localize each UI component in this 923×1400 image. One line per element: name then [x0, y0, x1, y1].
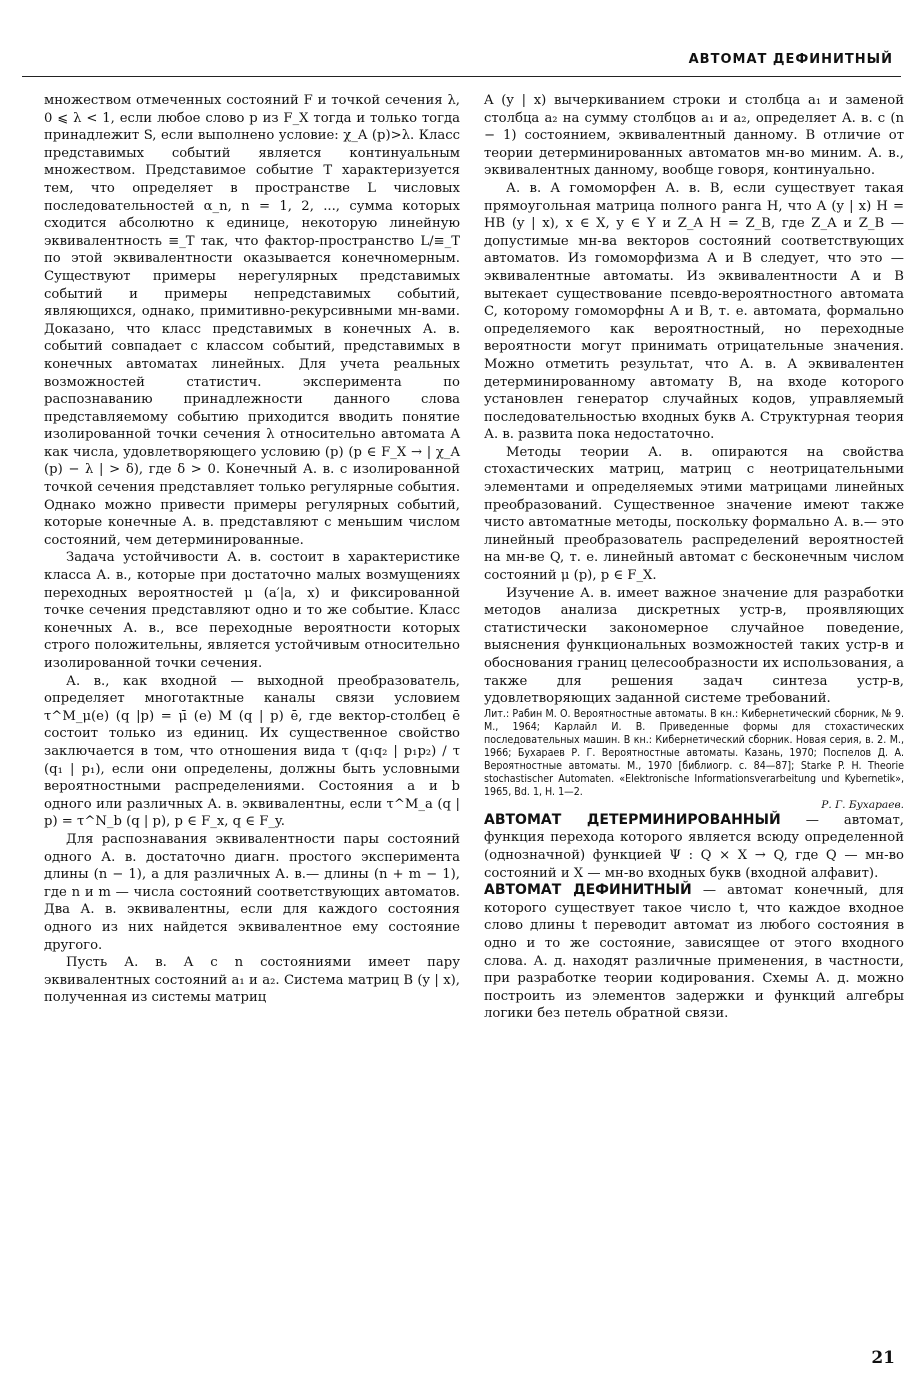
paragraph: Пусть А. в. A с n состояниями имеет пару эквивалентных состояний a₁ и a₂. Система матриц B (y | x), полученная из системы матриц [44, 955, 460, 1006]
paragraph: Задача устойчивости А. в. состоит в характеристике класса А. в., которые при достаточно малых возмущениях переходных вероятностей μ (a′|a, x) и фиксированной точке сечения представляют одно и то же событие. Класс конечных А. в., все переходные вероятности которых строго положительны, является устойчивым относительно изолированной точки сечения. [44, 550, 460, 671]
author-signature: Р. Г. Бухараев. [821, 798, 904, 811]
header-rule [22, 76, 901, 77]
paragraph: Методы теории А. в. опираются на свойства стохастических матриц, матриц с неотрицательными элементами и определяемых этими матрицами линейных преобразований. Существенное значение имеют также чисто автоматные методы, поскольку формально А. в.— это линейный преобразователь распределений вероятностей на мн-ве Q, т. е. линейный автомат с бесконечным числом состояний μ (p), p ∈ F_X. [484, 444, 904, 584]
literature-list: Лит.: Рабин М. О. Вероятностные автоматы. В кн.: Кибернетический сборник, № 9. М., 1964; Карлайл И. В. Приведенные формы для стохастических последовательных машин. В кн.: Кибернетический сборник. Новая серия, в. 2. М., 1966; Бухараев Р. Г. Вероятностные автоматы. Казань, 1970; Поспелов Д. А. Вероятностные автоматы. М., 1970 [библиогр. с. 84—87]; Starke P. H. Theorie stochastischer Automaten. «Elektronische Informationsverarbeitung und Kybernetik», 1965, Bd. 1, H. 1—2. [484, 707, 904, 798]
entry-definite [484, 882, 904, 1023]
entry-headword: АВТОМАТ ДЕТЕРМИНИРОВАННЫЙ [484, 811, 781, 828]
paragraph: A (y | x) вычеркиванием строки и столбца a₁ и заменой столбца a₂ на сумму столбцов a₁ и a₂, определяет А. в. с (n − 1) состоянием, эквивалентный данному. В отличие от теории детерминированных автоматов мн-во миним. А. в., эквивалентных данному, вообще говоря, континуально. [484, 93, 904, 179]
paragraph: множеством отмеченных состояний F и точкой сечения λ, 0 ⩽ λ < 1, если любое слово p из F_X тогда и только тогда принадлежит S, если выполнено условие: χ_A (p)>λ. Класс представимых событий является континуальным множеством. Представимое событие T характеризуется тем, что определяет в пространстве L числовых последовательностей α_n, n = 1, 2, ..., сумма которых сходится абсолютно к единице, некоторую линейную эквивалентность ≡_T так, что фактор-пространство L/≡_T по этой эквивалентности оказывается конечномерным. Существуют примеры нерегулярных представимых событий и примеры непредставимых событий, являющихся, однако, примитивно-рекурсивными мн-вами. Доказано, что класс представимых в конечных А. в. событий совпадает с классом событий, представимых в конечных автоматах линейных. Для учета реальных возможностей статистич. эксперимента по распознаванию принадлежности данного слова представляемому событию приходится вводить понятие изолированной точки сечения λ относительно автомата A как числа, удовлетворяющего условию (p) (p ∈ F_X → | χ_A (p) − λ | > δ), где δ > 0. Конечный А. в. с изолированной точкой сечения представляет только регулярные события. Однако можно привести примеры регулярных событий, которые конечные А. в. представляют с меньшим числом состояний, чем детерминированные. [44, 93, 460, 548]
right-column [484, 92, 904, 1023]
entry-text: — автомат, функция перехода которого является всюду определенной (однозначной) функцией Ψ : Q × X → Q, где Q — мн-во состояний и X — мн-во входных букв (входной алфавит). [484, 812, 905, 881]
paragraph: А. в. A гомоморфен А. в. B, если существует такая прямоугольная матрица полного ранга H, что A (y | x) H = HB (y | x), x ∈ X, y ∈ Y и Z_A H = Z_B, где Z_A и Z_B — допустимые мн-ва векторов состояний соответствующих автоматов. Из гомоморфизма A и B следует, что это — эквивалентные автоматы. Из эквивалентности A и B вытекает существование псевдо-вероятностного автомата C, которому гомоморфны A и B, т. е. автомата, формально определяемого как вероятностный, но переходные вероятности могут принимать отрицательные значения. Можно отметить результат, что А. в. A эквивалентен детерминированному автомату B, на входе которого установлен генератор случайных кодов, управляемый последовательностью входных букв A. Структурная теория А. в. развита пока недостаточно. [484, 180, 904, 443]
page-number: 21 [871, 1348, 895, 1368]
paragraph: Для распознавания эквивалентности пары состояний одного А. в. достаточно диагн. простого эксперимента длины (n − 1), а для различных А. в.— длины (n + m − 1), где n и m — числа состояний соответствующих автоматов. Два А. в. эквивалентны, если для каждого состояния одного из них найдется эквивалентное ему состояние другого. [44, 831, 460, 953]
left-column [44, 92, 460, 1007]
paragraph: А. в., как входной — выходной преобразователь, определяет многотактные каналы связи условием τ^M_μ(e) (q |p) = μ̄ (e) M (q | p) ē, где вектор-столбец ē состоит только из единиц. Их существенное свойство заключается в том, что отношения вида τ (q₁q₂ | p₁p₂) / τ (q₁ | p₁), если они определены, должны быть условными вероятностными распределениями. Состояния a и b одного или различных А. в. эквивалентны, если τ^M_a (q | p) = τ^N_b (q | p), p ∈ F_x, q ∈ F_y. [44, 673, 460, 830]
running-head: АВТОМАТ ДЕФИНИТНЫЙ [688, 52, 893, 67]
entry-text: — автомат конечный, для которого существует такое число t, что каждое входное слово длины t переводит автомат из любого состояния в одно и то же состояние, зависящее от этого входного слова. А. д. находят различные применения, в частности, при разработке теории кодирования. Схемы А. д. можно построить из элементов задержки и функций алгебры логики без петель обратной связи. [484, 883, 904, 1022]
entry-deterministic [484, 812, 904, 882]
paragraph: Изучение А. в. имеет важное значение для разработки методов анализа дискретных устр-в, проявляющих статистически закономерное случайное поведение, выяснения функциональных возможностей таких устр-в и обоснования границ целесообразности их использования, а также для решения задач синтеза устр-в, удовлетворяющих заданной системе требований. [484, 585, 904, 707]
entry-headword: АВТОМАТ ДЕФИНИТНЫЙ [484, 882, 692, 899]
